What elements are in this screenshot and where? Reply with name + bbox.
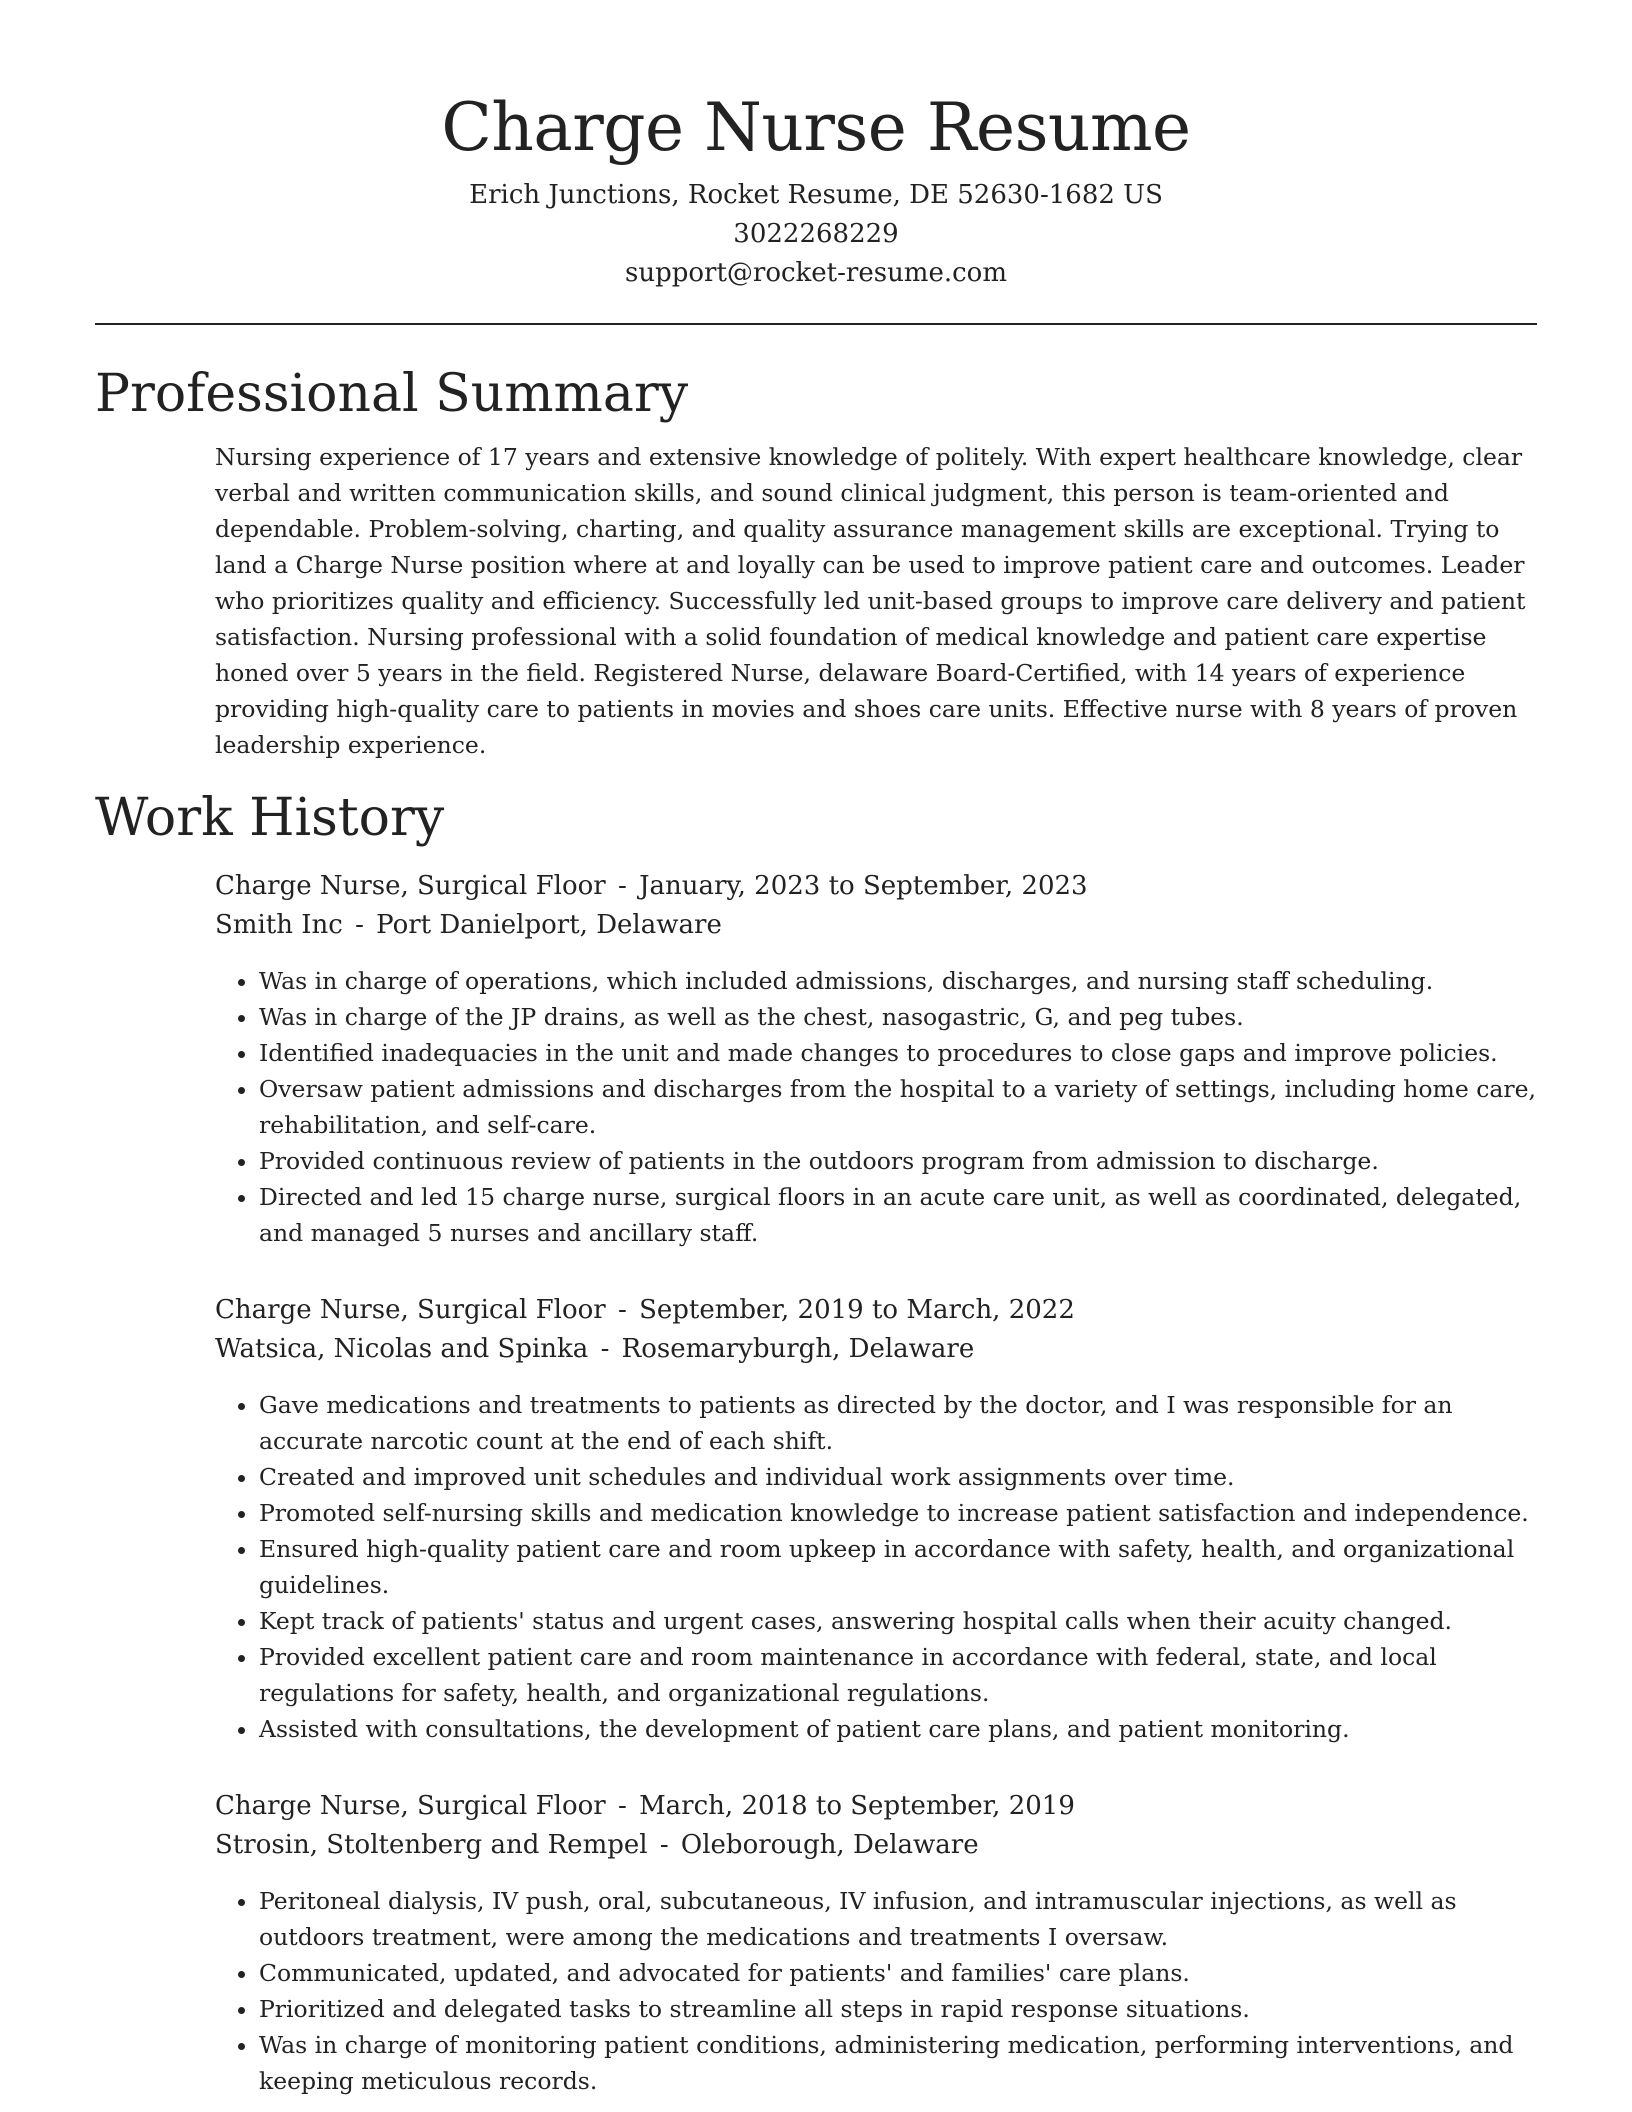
job-entry	[215, 867, 1537, 1251]
job-entry	[215, 1787, 1537, 2099]
job-company-line	[215, 906, 1537, 945]
job-bullets	[215, 1387, 1537, 1747]
job-title-line	[215, 867, 1537, 906]
job-bullet: • Assisted with consultations, the development of patient care plans, and patient monitoring.	[259, 1711, 1537, 1747]
job-title: Charge Nurse, Surgical Floor	[215, 871, 606, 901]
job-location: Rosemaryburgh, Delaware	[621, 1334, 975, 1364]
job-dates: September, 2019 to March, 2022	[639, 1295, 1075, 1325]
job-separator: -	[618, 1295, 627, 1325]
job-bullet: • Provided continuous review of patients in the outdoors program from admission to discharge.	[259, 1143, 1537, 1179]
contact-address: Erich Junctions, Rocket Resume, DE 52630-1682 US	[469, 180, 1163, 210]
job-bullet: • Was in charge of operations, which included admissions, discharges, and nursing staff scheduling.	[259, 963, 1537, 999]
work-history-heading: Work History	[95, 788, 445, 848]
job-bullets	[215, 1883, 1537, 2099]
job-title: Charge Nurse, Surgical Floor	[215, 1791, 606, 1821]
job-bullet: • Gave medications and treatments to patients as directed by the doctor, and I was responsible for an accurate narcotic count at the end of each shift.	[259, 1387, 1537, 1459]
summary-heading: Professional Summary	[95, 364, 689, 424]
job-bullet: • Prioritized and delegated tasks to streamline all steps in rapid response situations.	[259, 1991, 1537, 2027]
job-dates: March, 2018 to September, 2019	[639, 1791, 1075, 1821]
job-location: Port Danielport, Delaware	[376, 910, 722, 940]
summary-section	[215, 439, 1537, 763]
resume-page	[95, 0, 1537, 2099]
summary-text: Nursing experience of 17 years and extensive knowledge of politely. With expert healthcare knowledge, clear verbal and written communication skills, and sound clinical judgment, this person is team-oriented and dependable. Problem-solving, charting, and quality assurance management skills are exceptional. Trying to land a Charge Nurse position where at and loyally can be used to improve patient care and outcomes. Leader who prioritizes quality and efficiency. Successfully led unit-based groups to improve care delivery and patient satisfaction. Nursing professional with a solid foundation of medical knowledge and patient care expertise honed over 5 years in the field. Registered Nurse, delaware Board-Certified, with 14 years of experience providing high-quality care to patients in movies and shoes care units. Effective nurse with 8 years of proven leadership experience.	[215, 443, 1526, 759]
job-bullet: • Identified inadequacies in the unit and made changes to procedures to close gaps and improve policies.	[259, 1035, 1537, 1071]
job-bullet: • Ensured high-quality patient care and room upkeep in accordance with safety, health, and organizational guidelines.	[259, 1531, 1537, 1603]
job-separator: -	[659, 1830, 669, 1860]
job-entry	[215, 1291, 1537, 1747]
job-bullet: • Promoted self-nursing skills and medication knowledge to increase patient satisfaction and independence.	[259, 1495, 1537, 1531]
job-title-line	[215, 1291, 1537, 1330]
job-company-line	[215, 1330, 1537, 1369]
contact-phone: 3022268229	[733, 219, 899, 249]
job-separator: -	[600, 1334, 610, 1364]
job-bullet: • Communicated, updated, and advocated for patients' and families' care plans.	[259, 1955, 1537, 1991]
job-separator: -	[618, 1791, 627, 1821]
job-bullet: • Was in charge of monitoring patient conditions, administering medication, performing interventions, and keeping meticulous records.	[259, 2027, 1537, 2099]
job-bullets	[215, 963, 1537, 1251]
job-company: Strosin, Stoltenberg and Rempel	[215, 1830, 648, 1860]
job-company: Smith Inc	[215, 910, 343, 940]
job-bullet: • Oversaw patient admissions and discharges from the hospital to a variety of settings, including home care, rehabilitation, and self-care.	[259, 1071, 1537, 1143]
work-history-section	[215, 867, 1537, 2099]
job-separator: -	[618, 871, 627, 901]
job-bullet: • Directed and led 15 charge nurse, surgical floors in an acute care unit, as well as coordinated, delegated, and managed 5 nurses and ancillary staff.	[259, 1179, 1537, 1251]
job-bullet: • Provided excellent patient care and room maintenance in accordance with federal, state, and local regulations for safety, health, and organizational regulations.	[259, 1639, 1537, 1711]
job-title: Charge Nurse, Surgical Floor	[215, 1295, 606, 1325]
job-company-line	[215, 1826, 1537, 1865]
job-location: Oleborough, Delaware	[680, 1830, 979, 1860]
job-company: Watsica, Nicolas and Spinka	[215, 1334, 589, 1364]
job-bullet: • Kept track of patients' status and urgent cases, answering hospital calls when their acuity changed.	[259, 1603, 1537, 1639]
page-title: Charge Nurse Resume	[441, 89, 1191, 166]
job-dates: January, 2023 to September, 2023	[639, 871, 1088, 901]
contact-block	[95, 176, 1537, 293]
job-bullet: • Peritoneal dialysis, IV push, oral, subcutaneous, IV infusion, and intramuscular injections, as well as outdoors treatment, were among the medications and treatments I oversaw.	[259, 1883, 1537, 1955]
contact-email: support@rocket-resume.com	[624, 258, 1007, 288]
resume-header	[95, 0, 1537, 293]
job-bullet: • Created and improved unit schedules and individual work assignments over time.	[259, 1459, 1537, 1495]
header-divider	[95, 323, 1537, 325]
job-separator: -	[355, 910, 364, 940]
job-title-line	[215, 1787, 1537, 1826]
job-bullet: • Was in charge of the JP drains, as well as the chest, nasogastric, G, and peg tubes.	[259, 999, 1537, 1035]
